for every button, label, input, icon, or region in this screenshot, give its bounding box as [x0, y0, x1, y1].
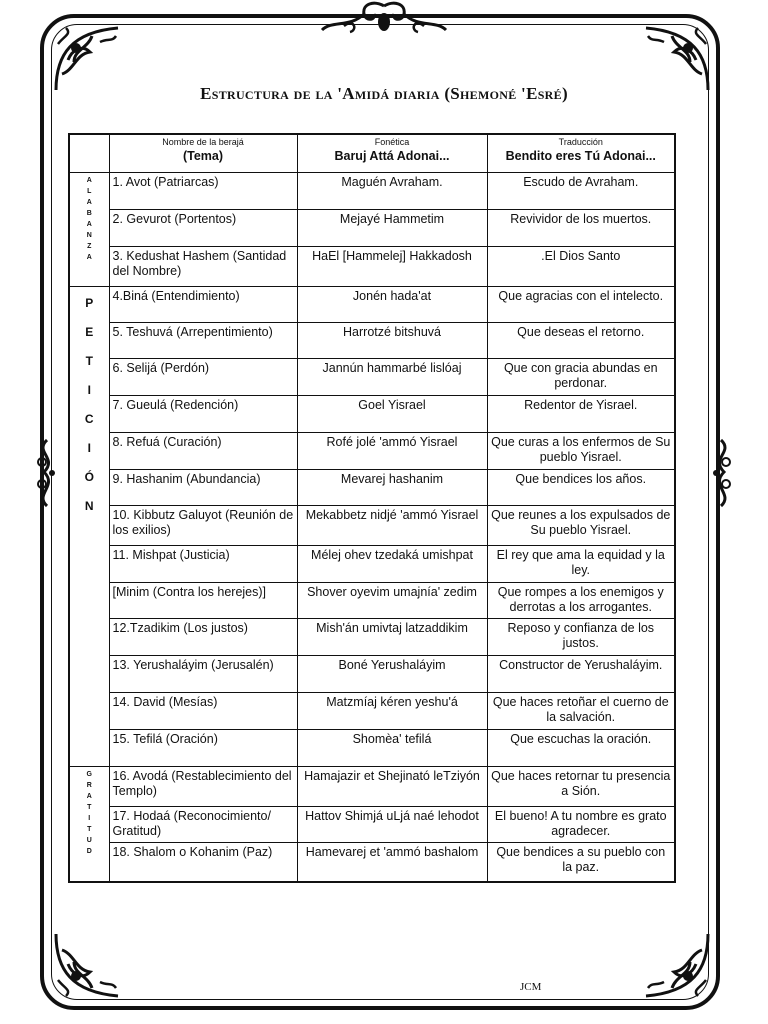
top-center-ornament-icon — [314, 0, 454, 38]
group-label-gratitud — [69, 766, 109, 882]
group-letter: Ó — [84, 469, 94, 484]
translation-cell: Que agracias con el intelecto. — [487, 286, 675, 322]
group-letter: Z — [87, 242, 92, 250]
group-letter: L — [87, 187, 92, 195]
group-label-alabanza — [69, 172, 109, 286]
berakha-name-cell: 16. Avodá (Restablecimiento del Templo) — [109, 766, 297, 806]
phonetic-cell: Mish'án umivtaj latzaddikim — [297, 618, 487, 655]
table-row — [69, 286, 675, 322]
translation-cell: Que escuchas la oración. — [487, 729, 675, 766]
phonetic-cell: Boné Yerushaláyim — [297, 655, 487, 692]
berakha-name-cell: 17. Hodaá (Reconocimiento/ Gratitud) — [109, 806, 297, 842]
translation-cell: Que haces retornar tu presencia a Sión. — [487, 766, 675, 806]
table-row — [69, 322, 675, 358]
berakha-name-cell: 8. Refuá (Curación) — [109, 432, 297, 469]
column-header-translation-big: Bendito eres Tú Adonai... — [505, 149, 656, 163]
table-row — [69, 582, 675, 618]
phonetic-cell: Hattov Shimjá uLjá naé lehodot — [297, 806, 487, 842]
phonetic-cell: Shomèa' tefilá — [297, 729, 487, 766]
table-row — [69, 395, 675, 432]
phonetic-cell: Jonén hada'at — [297, 286, 487, 322]
berakha-name-cell: 4.Biná (Entendimiento) — [109, 286, 297, 322]
phonetic-cell: Shover oyevim umajnía' zedim — [297, 582, 487, 618]
table-row — [69, 842, 675, 882]
column-header-phonetic-big: Baruj Attá Adonai... — [334, 149, 450, 163]
table-row — [69, 692, 675, 729]
column-header-phonetic-small: Fonética — [374, 137, 410, 147]
page-title: Estructura de la 'Amidá diaria (Shemoné 'Esré) — [200, 84, 568, 103]
group-letter: E — [85, 324, 94, 339]
translation-cell: Que deseas el retorno. — [487, 322, 675, 358]
group-letter: G — [86, 770, 92, 778]
group-letter: A — [86, 253, 92, 261]
translation-cell: Revividor de los muertos. — [487, 209, 675, 246]
group-label-peticion — [69, 286, 109, 766]
group-letter: B — [86, 209, 92, 217]
berakha-name-cell: 11. Mishpat (Justicia) — [109, 545, 297, 582]
bottom-left-corner-ornament-icon — [52, 930, 122, 1000]
translation-cell: Que bendices los años. — [487, 469, 675, 505]
table-row — [69, 209, 675, 246]
phonetic-cell: HaEl [Hammelej] Hakkadosh — [297, 246, 487, 286]
berakha-name-cell: 5. Teshuvá (Arrepentimiento) — [109, 322, 297, 358]
phonetic-cell: Matzmíaj kéren yeshu'á — [297, 692, 487, 729]
phonetic-cell: Maguén Avraham. — [297, 172, 487, 209]
table-row — [69, 545, 675, 582]
column-header-phonetic — [297, 134, 487, 172]
column-header-translation — [487, 134, 675, 172]
column-header-name — [109, 134, 297, 172]
berakha-name-cell: 14. David (Mesías) — [109, 692, 297, 729]
group-letter: A — [86, 220, 92, 228]
phonetic-cell: Hamajazir et Shejinató leTziyón — [297, 766, 487, 806]
translation-cell: Que curas a los enfermos de Su pueblo Yisrael. — [487, 432, 675, 469]
phonetic-cell: Goel Yisrael — [297, 395, 487, 432]
group-letter: I — [87, 440, 91, 455]
translation-cell: Constructor de Yerushaláyim. — [487, 655, 675, 692]
berakha-name-cell: 2. Gevurot (Portentos) — [109, 209, 297, 246]
table-row — [69, 246, 675, 286]
table-row — [69, 618, 675, 655]
translation-cell: Que bendices a su pueblo con la paz. — [487, 842, 675, 882]
group-letter: N — [84, 498, 94, 513]
translation-cell: Escudo de Avraham. — [487, 172, 675, 209]
berakha-name-cell: 1. Avot (Patriarcas) — [109, 172, 297, 209]
translation-cell: .El Dios Santo — [487, 246, 675, 286]
table-row — [69, 505, 675, 545]
left-side-ornament-icon — [30, 438, 64, 508]
berakha-name-cell: 7. Gueulá (Redención) — [109, 395, 297, 432]
table-row — [69, 729, 675, 766]
table-row — [69, 469, 675, 505]
berakha-name-cell: 12.Tzadikim (Los justos) — [109, 618, 297, 655]
group-letter: U — [86, 836, 92, 844]
signature: JCM — [520, 981, 542, 993]
table-body — [69, 172, 675, 882]
group-letter: P — [85, 295, 94, 310]
group-header-cell — [69, 134, 109, 172]
table-row — [69, 806, 675, 842]
berakha-name-cell: [Minim (Contra los herejes)] — [109, 582, 297, 618]
table-row — [69, 766, 675, 806]
phonetic-cell: Mélej ohev tzedaká umishpat — [297, 545, 487, 582]
berakha-name-cell: 3. Kedushat Hashem (Santidad del Nombre) — [109, 246, 297, 286]
translation-cell: El rey que ama la equidad y la ley. — [487, 545, 675, 582]
table-row — [69, 358, 675, 395]
right-side-ornament-icon — [704, 438, 738, 508]
group-letter: A — [86, 176, 92, 184]
berakha-name-cell: 13. Yerushaláyim (Jerusalén) — [109, 655, 297, 692]
phonetic-cell: Rofé jolé 'ammó Yisrael — [297, 432, 487, 469]
group-letter: D — [86, 847, 92, 855]
berakha-name-cell: 6. Selijá (Perdón) — [109, 358, 297, 395]
group-letter: I — [88, 814, 91, 822]
berakha-name-cell: 15. Tefilá (Oración) — [109, 729, 297, 766]
berakha-name-cell: 10. Kibbutz Galuyot (Reunión de los exilios) — [109, 505, 297, 545]
phonetic-cell: Mevarej hashanim — [297, 469, 487, 505]
column-header-translation-small: Traducción — [558, 137, 603, 147]
table-row — [69, 655, 675, 692]
bottom-right-corner-ornament-icon — [642, 930, 712, 1000]
group-letter: T — [87, 803, 92, 811]
group-letter: T — [87, 825, 92, 833]
table-row — [69, 432, 675, 469]
column-header-name-big: (Tema) — [182, 149, 224, 163]
phonetic-cell: Harrotzé bitshuvá — [297, 322, 487, 358]
phonetic-cell: Jannún hammarbé lislóaj — [297, 358, 487, 395]
translation-cell: Que haces retoñar el cuerno de la salvación. — [487, 692, 675, 729]
column-header-name-small: Nombre de la berajá — [162, 137, 244, 147]
phonetic-cell: Mekabbetz nidjé 'ammó Yisrael — [297, 505, 487, 545]
translation-cell: Que rompes a los enemigos y derrotas a los arrogantes. — [487, 582, 675, 618]
table-row — [69, 172, 675, 209]
group-letter: C — [84, 411, 94, 426]
phonetic-cell: Hamevarej et 'ammó bashalom — [297, 842, 487, 882]
translation-cell: Redentor de Yisrael. — [487, 395, 675, 432]
table-header-row — [69, 134, 675, 172]
group-letter: R — [86, 781, 92, 789]
group-letter: A — [86, 198, 92, 206]
group-letter: N — [86, 231, 92, 239]
group-letter: A — [86, 792, 92, 800]
berakha-name-cell: 9. Hashanim (Abundancia) — [109, 469, 297, 505]
translation-cell: El bueno! A tu nombre es grato agradecer. — [487, 806, 675, 842]
translation-cell: Reposo y confianza de los justos. — [487, 618, 675, 655]
amida-structure-table — [68, 133, 676, 883]
phonetic-cell: Mejayé Hammetim — [297, 209, 487, 246]
translation-cell: Que con gracia abundas en perdonar. — [487, 358, 675, 395]
group-letter: I — [87, 382, 91, 397]
translation-cell: Que reunes a los expulsados de Su pueblo Yisrael. — [487, 505, 675, 545]
berakha-name-cell: 18. Shalom o Kohanim (Paz) — [109, 842, 297, 882]
group-letter: T — [85, 353, 93, 368]
